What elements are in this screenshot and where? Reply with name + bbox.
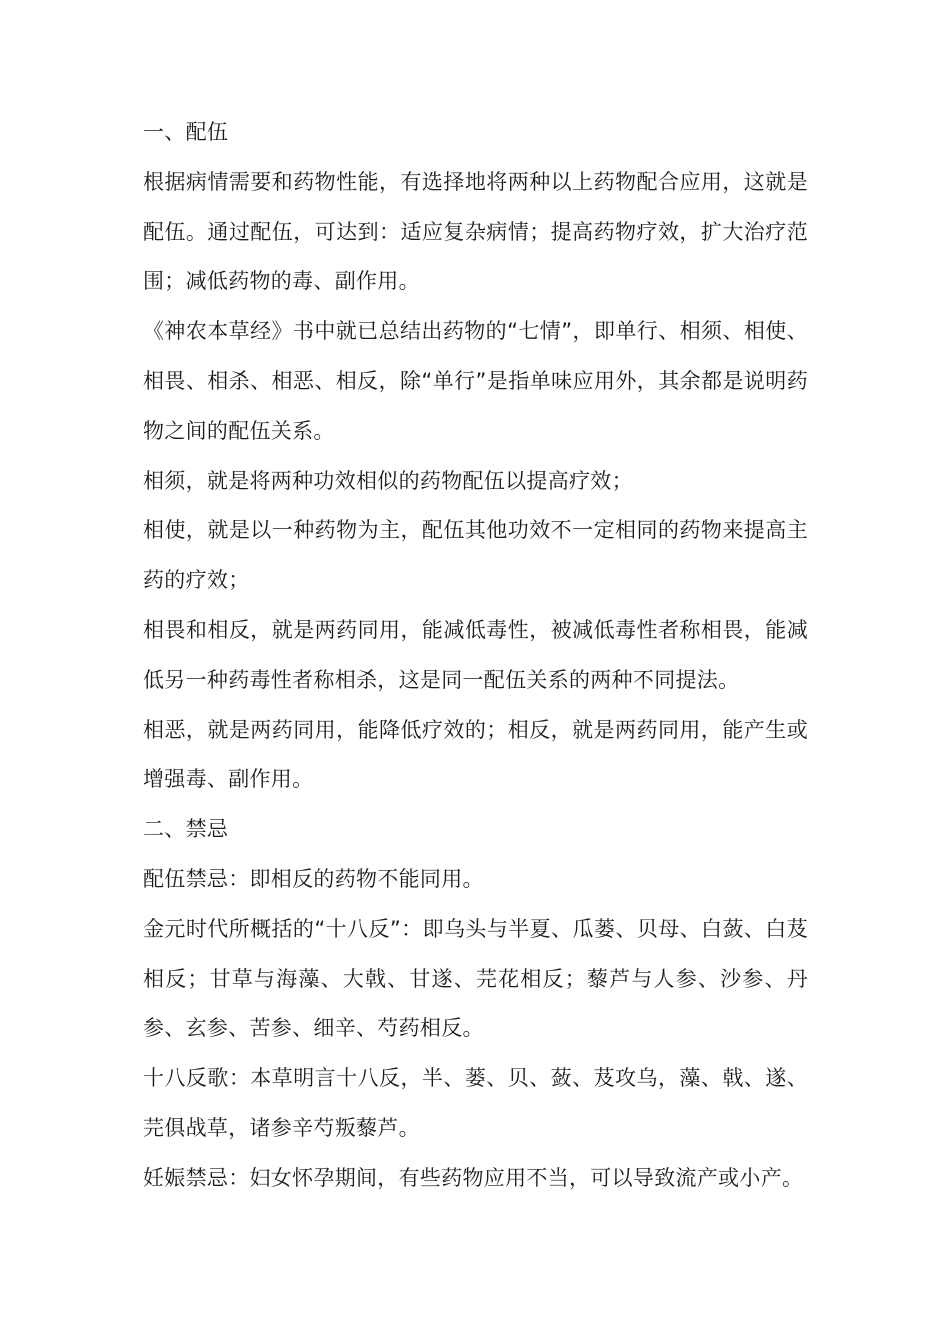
- paragraph-xiangxu: 相须，就是将两种功效相似的药物配伍以提高疗效；: [143, 468, 633, 493]
- paragraph-xiangwu: 相恶，就是两药同用，能降低疗效的；相反，就是两药同用，能产生或增强毒、副作用。: [143, 717, 808, 792]
- paragraph-shibafan-song: 十八反歌：本草明言十八反，半、蒌、贝、蔹、芨攻乌，藻、戟、遂、芫俱战草，诸参辛芍叛藜芦。: [143, 1066, 808, 1140]
- paragraph-renshen-jinji: 妊娠禁忌：妇女怀孕期间，有些药物应用不当，可以导致流产或小产。: [143, 1165, 804, 1190]
- section-heading-jinji: 二、禁忌: [143, 817, 229, 842]
- paragraph-peiwu-definition: 根据病情需要和药物性能，有选择地将两种以上药物配合应用，这就是配伍。通过配伍，可达到：适应复杂病情；提高药物疗效，扩大治疗范围；减低药物的毒、副作用。: [143, 169, 808, 294]
- paragraph-peiwu-jinji: 配伍禁忌：即相反的药物不能同用。: [143, 866, 484, 891]
- paragraph-shibafan: 金元时代所概括的“十八反”：即乌头与半夏、瓜蒌、贝母、白蔹、白芨相反；甘草与海藻、大戟、甘遂、芫花相反；藜芦与人参、沙参、丹参、玄参、苦参、细辛、芍药相反。: [143, 916, 808, 1041]
- document-body: [143, 108, 808, 1204]
- paragraph-qiqing: 《神农本草经》书中就已总结出药物的“七情”，即单行、相须、相使、相畏、相杀、相恶、相反，除“单行”是指单味应用外，其余都是说明药物之间的配伍关系。: [143, 319, 808, 443]
- section-heading-peiwu: 一、配伍: [143, 120, 229, 144]
- paragraph-xiangwei: 相畏和相反，就是两药同用，能减低毒性，被减低毒性者称相畏，能减低另一种药毒性者称相杀，这是同一配伍关系的两种不同提法。: [143, 617, 808, 692]
- paragraph-xiangshi: 相使，就是以一种药物为主，配伍其他功效不一定相同的药物来提高主药的疗效；: [143, 518, 808, 593]
